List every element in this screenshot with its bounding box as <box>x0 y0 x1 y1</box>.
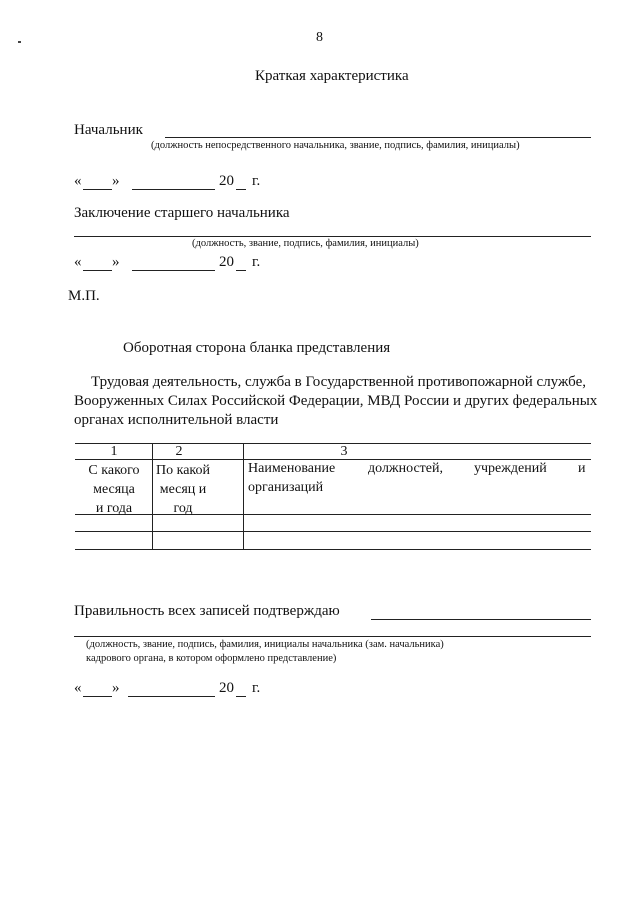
col2-header <box>153 461 213 518</box>
col3-header-line-2: организаций <box>248 480 324 495</box>
table-bottom-border <box>75 549 591 550</box>
date-month-line <box>132 270 215 271</box>
intro-line-1: Трудовая деятельность, служба в Государственной противопожарной службе, <box>91 374 586 390</box>
senior-signature-line <box>74 236 591 237</box>
senior-label: Заключение старшего начальника <box>74 205 290 221</box>
col1-header-line: и года <box>95 501 133 516</box>
boss-caption: (должность непосредственного начальника, звание, подпись, фамилия, инициалы) <box>151 140 520 151</box>
stamp-place: М.П. <box>68 288 100 304</box>
date-close-quote: » <box>112 254 120 270</box>
date-open-quote: « <box>74 680 82 696</box>
col2-header-line: год <box>173 501 193 516</box>
confirm-caption-line-1: (должность, звание, подпись, фамилия, инициалы начальника (зам. начальника) <box>86 639 444 650</box>
col-number-2: 2 <box>175 444 183 459</box>
date-close-quote: » <box>112 173 120 189</box>
col1-header-line: С какого <box>88 463 140 478</box>
date-close-quote: » <box>112 680 120 696</box>
reverse-heading: Оборотная сторона бланка представления <box>123 340 391 356</box>
boss-signature-line <box>165 137 591 138</box>
col-number-1: 1 <box>110 444 118 459</box>
date-open-quote: « <box>74 173 82 189</box>
date-year-prefix: 20 <box>219 173 234 189</box>
date-year-suffix: г. <box>252 173 261 189</box>
date-month-line <box>128 696 215 697</box>
col3-header-word: должностей, <box>368 461 443 476</box>
boss-label: Начальник <box>74 122 143 138</box>
document-title: Краткая характеристика <box>255 68 409 84</box>
date-year-line <box>236 189 246 190</box>
date-day-line <box>83 189 112 190</box>
date-day-line <box>83 696 112 697</box>
col-number-3: 3 <box>340 444 348 459</box>
col1-header <box>76 461 152 518</box>
col3-header-word: Наименование <box>248 461 336 476</box>
date-open-quote: « <box>74 254 82 270</box>
date-year-suffix: г. <box>252 254 261 270</box>
date-year-line <box>236 696 246 697</box>
confirm-label: Правильность всех записей подтверждаю <box>74 603 340 619</box>
col2-header-line: месяц и <box>159 482 207 497</box>
date-year-line <box>236 270 246 271</box>
col1-header-line: месяца <box>93 482 135 497</box>
date-month-line <box>132 189 215 190</box>
confirm-caption-line-2: кадрового органа, в котором оформлено представление) <box>86 653 337 664</box>
date-day-line <box>83 270 112 271</box>
date-year-prefix: 20 <box>219 680 234 696</box>
page-number: 8 <box>316 30 323 45</box>
confirm-official-line <box>74 636 591 637</box>
date-year-suffix: г. <box>252 680 261 696</box>
confirm-signature-line <box>371 619 591 620</box>
scan-speck <box>18 41 21 43</box>
date-year-prefix: 20 <box>219 254 234 270</box>
col2-header-line: По какой <box>156 463 210 478</box>
col3-header-word: учреждений <box>474 461 547 476</box>
intro-line-3: органах исполнительной власти <box>74 412 279 428</box>
col3-header-word: и <box>578 461 586 476</box>
intro-line-2: Вооруженных Силах Российской Федерации, МВД России и других федеральных <box>74 393 598 409</box>
senior-caption: (должность, звание, подпись, фамилия, инициалы) <box>192 238 419 249</box>
